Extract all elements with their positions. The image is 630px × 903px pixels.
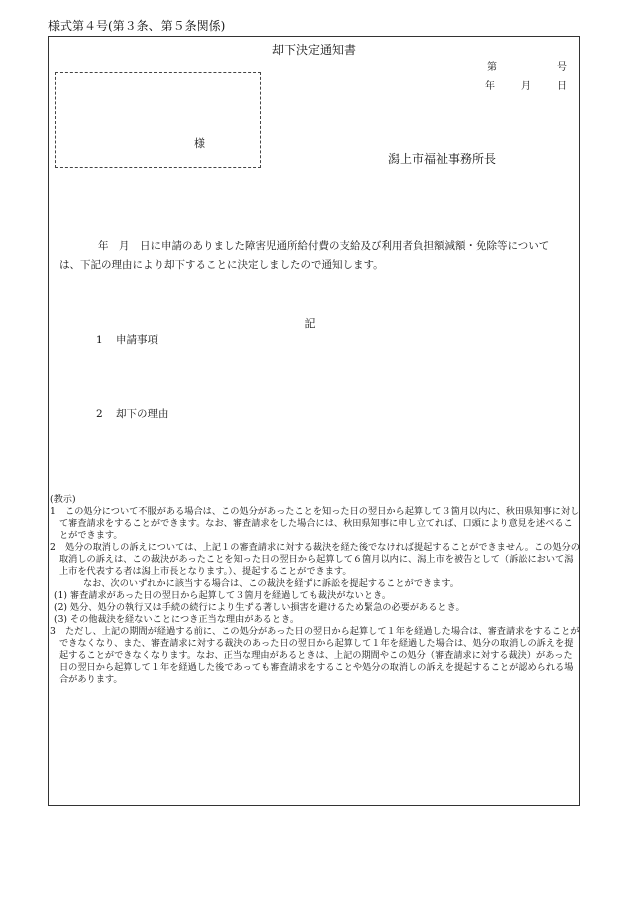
addressee-suffix: 様 [194, 137, 205, 150]
date-day: 日 [557, 81, 567, 92]
issuer-name: 潟上市福祉事務所長 [388, 152, 497, 166]
notice-body: 年 月 日に申請のありました障害児通所給付費の支給及び利用者負担額減額・免除等については、下記の理由により却下することに決定しましたので通知します。 [59, 240, 550, 271]
date-line [485, 77, 567, 92]
instruction-paragraph: 3 ただし、上記の期間が経過する前に、この処分があった日の翌日から起算して１年を経過した場合は、審査請求をすることができなくなり、また、審査請求に対する裁決のあった日の翌日から起算して１年を経過した場合は、処分の取消しの訴えを提起することができなくなります。なお、正当な理由があるときは、上記の期間やこの処分（審査請求に対する裁決）があった日の翌日から起算して１年を経過した後であっても審査請求をすることや処分の取消しの訴えを提起することが認められる場合があります。 [50, 626, 580, 685]
document-title: 却下決定通知書 [271, 43, 356, 57]
instruction-paragraph: なお、次のいずれかに該当する場合は、この裁決を経ずに訴訟を提起することができます。 [83, 578, 459, 589]
item-number: 2 [96, 408, 103, 420]
item-number: 1 [96, 334, 103, 346]
instruction-section [50, 494, 580, 686]
instruction-subitem: (3) その他裁決を経ないことにつき正当な理由があるとき。 [54, 614, 300, 625]
number-suffix: 号 [557, 62, 567, 73]
document-frame [48, 36, 580, 806]
item-application [96, 332, 158, 347]
number-prefix: 第 [487, 62, 497, 73]
instruction-subitem: (1) 審査請求があった日の翌日から起算して３箇月を経過しても裁決がないとき。 [54, 590, 392, 601]
instruction-paragraph: 2 処分の取消しの訴えについては、上記１の審査請求に対する裁決を経た後でなければ提起することができません。この処分の取消しの訴えは、この裁決があったことを知った日の翌日から起算して６箇月以内に、潟上市を被告として（訴訟において潟上市を代表する者は潟上市長となります。）、提起することができます。 [50, 542, 580, 577]
instruction-paragraph: 1 この処分について不服がある場合は、この処分があったことを知った日の翌日から起算して３箇月以内に、秋田県知事に対して審査請求をすることができます。なお、審査請求をした場合には、秋田県知事に申し立てれば、口頭により意見を述べることができます。 [50, 506, 580, 541]
item-label: 却下の理由 [116, 408, 169, 420]
ki-heading: 記 [304, 317, 316, 330]
item-label: 申請事項 [116, 334, 158, 346]
instruction-subitem: (2) 処分、処分の執行又は手続の続行により生ずる著しい損害を避けるため緊急の必要があるとき。 [54, 602, 465, 613]
document-number-line [487, 58, 567, 73]
addressee-box [55, 72, 261, 168]
instruction-heading: (教示) [50, 494, 76, 505]
form-number: 様式第４号(第３条、第５条関係) [48, 19, 226, 33]
date-month: 月 [521, 81, 531, 92]
item-reason [96, 406, 169, 421]
date-year: 年 [485, 81, 495, 92]
